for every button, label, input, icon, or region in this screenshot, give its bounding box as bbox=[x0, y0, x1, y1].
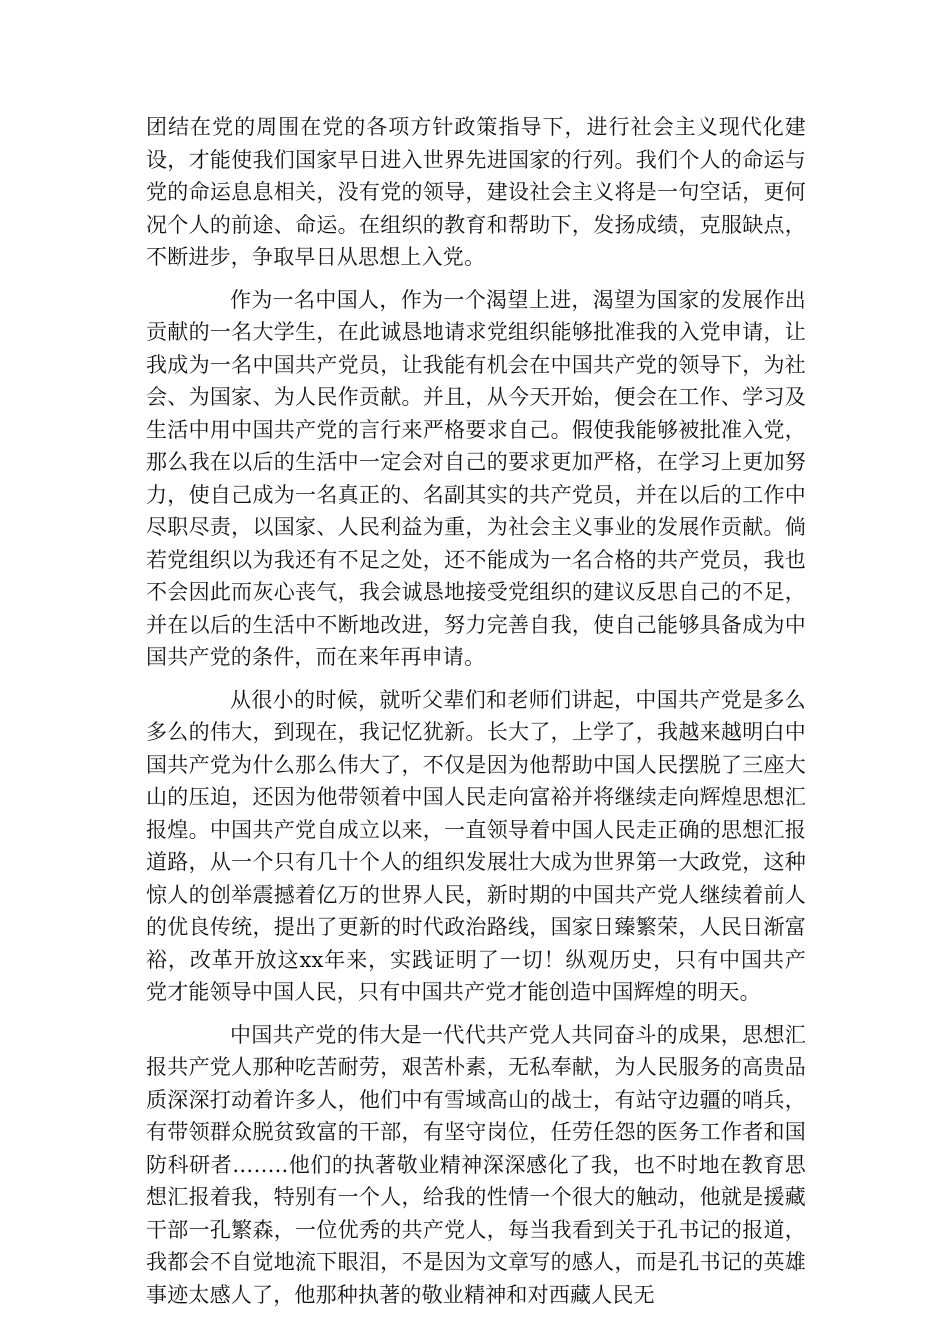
paragraph-continuation: 团结在党的周围在党的各项方针政策指导下，进行社会主义现代化建设，才能使我们国家早日进入世界先进国家的行列。我们个人的命运与党的命运息息相关，没有党的领导，建设社会主义将是一句空话，更何况个人的前途、命运。在组织的教育和帮助下，发扬成绩，克服缺点，不断进步，争取早日从思想上入党。 bbox=[146, 115, 806, 269]
paragraph-history: 从很小的时候，就听父辈们和老师们讲起，中国共产党是多么多么的伟大，到现在，我记忆犹新。长大了，上学了，我越来越明白中国共产党为什么那么伟大了，不仅是因为他帮助中国人民摆脱了三座大山的压迫，还因为他带领着中国人民走向富裕并将继续走向辉煌思想汇报煌。中国共产党自成立以来，一直领导着中国人民走正确的思想汇报道路，从一个只有几十个人的组织发展壮大成为世界第一大政党，这种惊人的创举震撼着亿万的世界人民，新时期的中国共产党人继续着前人的优良传统，提出了更新的时代政治路线，国家日臻繁荣，人民日渐富裕，改革开放这xx年来，实践证明了一切！纵观历史，只有中国共产党才能领导中国人民，只有中国共产党才能创造中国辉煌的明天。 bbox=[146, 687, 806, 1004]
paragraph-application: 作为一名中国人，作为一个渴望上进，渴望为国家的发展作出贡献的一名大学生，在此诚恳地请求党组织能够批准我的入党申请，让我成为一名中国共产党员，让我能有机会在中国共产党的领导下，为社会、为国家、为人民作贡献。并且，从今天开始，便会在工作、学习及生活中用中国共产党的言行来严格要求自己。假使我能够被批准入党，那么我在以后的生活中一定会对自己的要求更加严格，在学习上更加努力，使自己成为一名真正的、名副其实的共产党员，并在以后的工作中尽职尽责，以国家、人民利益为重，为社会主义事业的发展作贡献。倘若党组织以为我还有不足之处，还不能成为一名合格的共产党员，我也不会因此而灰心丧气，我会诚恳地接受党组织的建议反思自己的不足，并在以后的生活中不断地改进，努力完善自我，使自己能够具备成为中国共产党的条件，而在来年再申请。 bbox=[146, 287, 806, 669]
paragraph-role-models: 中国共产党的伟大是一代代共产党人共同奋斗的成果，思想汇报共产党人那种吃苦耐劳，艰苦朴素，无私奉献，为人民服务的高贵品质深深打动着许多人，他们中有雪域高山的战士，有站守边疆的哨兵，有带领群众脱贫致富的干部，有坚守岗位，任劳任怨的医务工作者和国防科研者……..他们的执著敬业精神深深感化了我，也不时地在教育思想汇报着我，特别有一个人，给我的性情一个很大的触动，他就是援藏干部一孔繁森，一位优秀的共产党人，每当我看到关于孔书记的报道，我都会不自觉地流下眼泪，不是因为文章写的感人，而是孔书记的英雄事迹太感人了，他那种执著的敬业精神和对西藏人民无 bbox=[146, 1022, 806, 1307]
document-body bbox=[146, 111, 806, 1311]
